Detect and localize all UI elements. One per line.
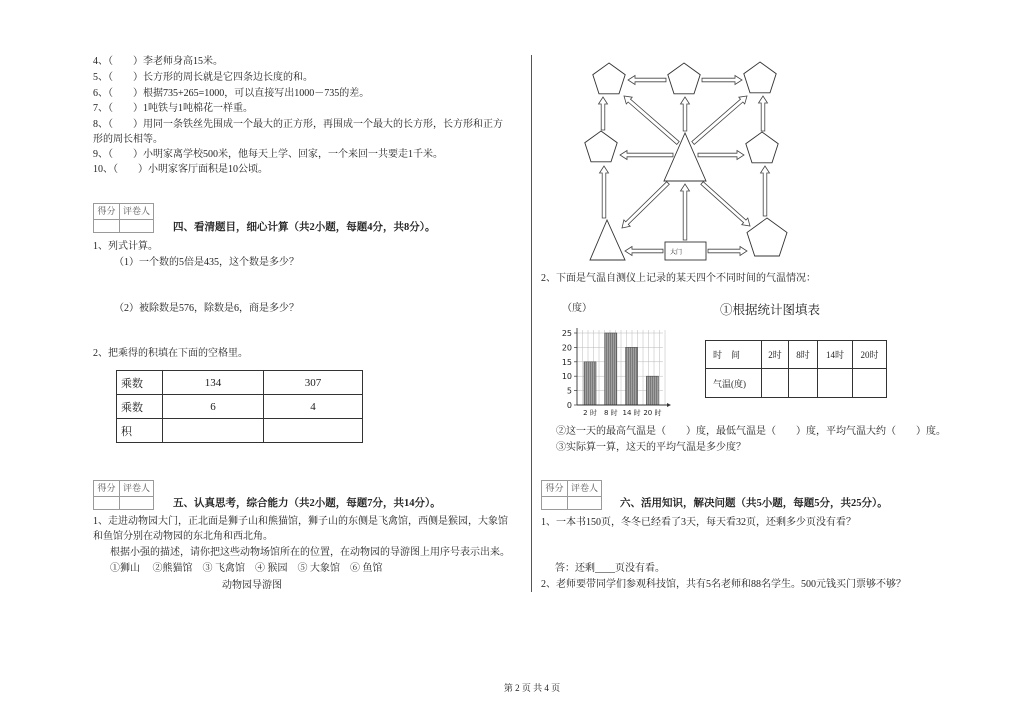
multiplication-table [116,370,363,443]
section-5-question-1-line-1: 1、走进动物园大门，正北面是狮子山和熊猫馆，狮子山的东侧是飞禽馆，西侧是猴园，大象馆 [93,516,508,527]
table-cell-blank [264,419,363,443]
score-box-section-6 [541,480,602,510]
temperature-bar-2 [605,333,617,405]
table-header-cell: 2时 [762,341,789,369]
pentagon-top-left [593,63,625,94]
arrow-bottom-left-to-middle-left [600,166,609,218]
table-header-cell: 8时 [789,341,818,369]
pentagon-middle-right [746,132,778,163]
table-cell-blank [789,369,818,398]
section-5-question-1-line-3: 根据小强的描述，请你把这些动物场馆所在的位置，在动物园的导游图上用序号表示出来。 [110,547,510,558]
score-box-section-4 [93,203,154,233]
section-4-question-1: 1、列式计算。 [93,241,158,252]
section-4-question-1-2: （2）被除数是576，除数是6，商是多少？ [114,303,299,314]
score-cell [94,497,120,510]
temperature-bar-4 [646,376,658,405]
temperature-bar-1 [584,362,596,405]
table-header-cell: 14时 [818,341,853,369]
arrow-middle-left-to-top-left [599,97,608,130]
grader-cell [120,220,154,233]
score-label: 得分 [94,204,120,220]
table-cell: 4 [264,395,363,419]
judge-item-4: 4、（ ）李老师身高15米。 [93,56,223,67]
table-cell: 气温(度) [706,369,762,398]
arrow-gate-to-center [681,184,690,240]
arrow-bottom-right-to-middle-right [761,166,770,216]
right-question-2: 2、下面是气温自测仪上记录的某天四个不同时间的气温情况： [541,273,816,284]
section-5-options: ①狮山 ②熊猫馆 ③ 飞禽馆 ④ 猴园 ⑤ 大象馆 ⑥ 鱼馆 [110,563,383,574]
section-4-title: 四、看清题目，细心计算（共2小题，每题4分，共8分）。 [173,222,436,233]
zoo-map-caption: 动物园导游图 [222,580,282,591]
score-label: 得分 [542,481,568,497]
arrow-center-to-bottom-right [701,182,750,226]
grader-cell [568,497,602,510]
arrow-gate-to-bottom-right [708,247,747,256]
triangle-bottom-left [590,220,625,260]
judge-item-6: 6、（ ）根据735+265=1000，可以直接写出1000－735的差。 [93,88,370,99]
temperature-bar-chart [556,325,678,420]
table-cell-blank [163,419,264,443]
x-tick-label: 14 时 [622,409,641,417]
section-6-question-1: 1、一本书150页，冬冬已经看了3天，每天看32页，还剩多少页没有看？ [541,517,856,528]
table-header-cell: 时 间 [706,341,762,369]
y-tick-label: 0 [566,401,572,410]
y-tick-label: 5 [566,386,572,396]
table-row [706,369,887,398]
table-header-cell: 20时 [853,341,887,369]
x-axis-arrow [667,403,671,407]
table-row [706,341,887,369]
arrow-top-middle-to-top-left [628,76,666,85]
y-tick-label: 10 [561,372,572,382]
table-cell: 乘数 [117,371,163,395]
table-row [117,371,363,395]
arrow-center-to-middle-left [620,151,673,160]
arrow-gate-to-bottom-left [625,247,663,256]
column-divider [531,55,532,592]
score-cell [542,497,568,510]
table-cell-blank [818,369,853,398]
gate-label: 大门 [670,249,683,256]
grader-label: 评卷人 [568,481,602,497]
pentagon-top-middle [668,63,700,94]
right-question-2-sub-3: ③实际算一算，这天的平均气温是多少度？ [556,442,746,453]
judge-item-8: 8、（ ）用同一条铁丝先围成一个最大的正方形，再围成一个最大的长方形，长方形和正方 [93,119,503,130]
arrow-center-to-bottom-left [622,182,669,228]
table-cell: 134 [163,371,264,395]
arrow-top-middle-to-top-right [702,76,742,85]
score-cell [94,220,120,233]
section-6-title: 六、活用知识，解决问题（共5小题，每题5分，共25分）。 [620,498,888,509]
table-cell: 307 [264,371,363,395]
score-label: 得分 [94,481,120,497]
table-cell-blank [853,369,887,398]
section-6-question-1-answer: 答：还剩____页没有看。 [555,563,665,574]
arrow-center-to-top-right [692,96,747,144]
section-4-question-1-1: （1）一个数的5倍是435，这个数是多少？ [114,257,299,268]
pentagon-bottom-right [747,218,787,256]
x-tick-label: 20 时 [643,409,662,417]
y-tick-label: 20 [561,343,572,353]
page-footer: 第 2 页 共 4 页 [503,683,561,693]
table-cell: 6 [163,395,264,419]
table-row [117,395,363,419]
pentagon-middle-left [585,131,617,162]
table-cell: 乘数 [117,395,163,419]
arrow-center-to-top-middle [681,97,690,131]
temperature-table [705,340,887,398]
arrow-center-to-middle-right [698,151,744,160]
table-cell-blank [762,369,789,398]
grader-cell [120,497,154,510]
grader-label: 评卷人 [120,204,154,220]
judge-item-10: 10、（ ）小明家客厅面积是10公顷。 [93,164,268,175]
shape-arrow-diagram [580,55,800,267]
judge-item-5: 5、（ ）长方形的周长就是它四条边长度的和。 [93,72,313,83]
y-tick-label: 15 [561,357,572,367]
table-cell: 积 [117,419,163,443]
judge-item-7: 7、（ ）1吨铁与1吨棉花一样重。 [93,103,253,114]
judge-item-8-continued: 形的周长相等。 [93,134,163,145]
chart-y-axis-unit: （度） [562,303,592,314]
x-tick-label: 2 时 [583,409,597,417]
right-question-2-sub-1: ①根据统计图填表 [720,303,821,317]
arrow-middle-right-to-top-right [759,96,768,131]
section-5-question-1-line-2: 和鱼馆分别在动物园的东北角和西北角。 [93,531,273,542]
pentagon-top-right [744,62,776,93]
arrow-center-to-top-left [624,96,679,144]
section-5-title: 五、认真思考，综合能力（共2小题，每题7分，共14分）。 [173,498,441,509]
right-question-2-sub-2: ②这一天的最高气温是（ ）度，最低气温是（ ）度，平均气温大约（ ）度。 [556,426,946,437]
score-box-section-5 [93,480,154,510]
x-tick-label: 8 时 [603,409,618,417]
grader-label: 评卷人 [120,481,154,497]
y-tick-label: 25 [561,329,572,338]
temperature-bar-3 [626,347,638,405]
judge-item-9: 9、（ ）小明家离学校500米，他每天上学、回家，一个来回一共要走1千米。 [93,149,443,160]
table-row [117,419,363,443]
section-6-question-2: 2、老师要带同学们参观科技馆，共有5名老师和88名学生。500元钱买门票够不够？ [541,579,906,590]
section-4-question-2: 2、把乘得的积填在下面的空格里。 [93,348,248,359]
